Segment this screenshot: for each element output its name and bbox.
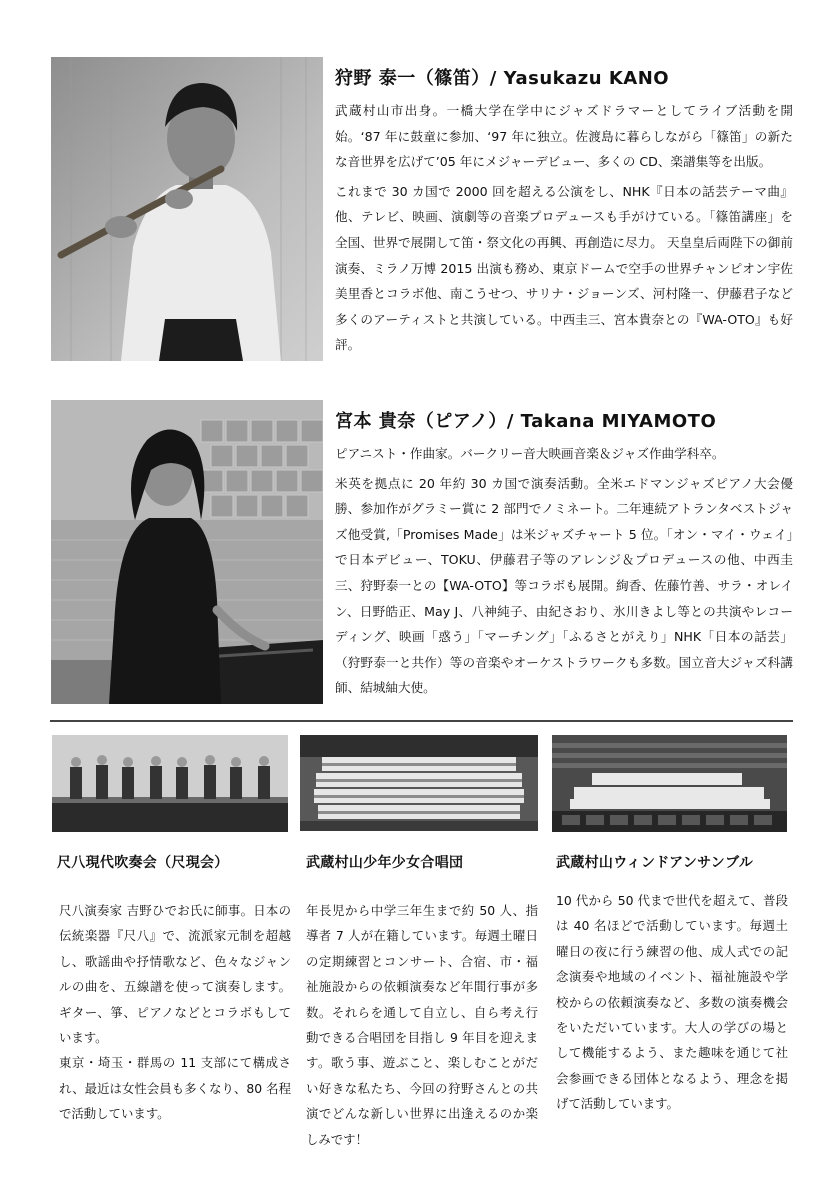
miyamoto-bio-paragraph: 米英を拠点に 20 年約 30 カ国で演奏活動。全米エドマンジャズピアノ大会優勝、参加作がグラミー賞に 2 部門でノミネート。二年連続アトランタベストジャズ他受賞,「Promises Made」は米ジャズチャート 5 位。「オン・マイ・ウェイ」で日本デビュー、TOKU、伊藤君子等のアレンジ＆プロデュースの他、中西圭三、狩野泰一との【WA-OTO】等コラボも展開。絢香、佐藤竹善、サラ・オレイン、日野皓正、May J、八神純子、由紀さおり、氷川きよし等との共演やレコーディング、映画「惑う」「マーチング」「ふるさとがえり」NHK「日本の話芸」（狩野泰一と共作）等の音楽やオーケストラワークも多数。国立音大ジャズ科講師、結城紬大使。 bbox=[335, 475, 793, 696]
shakuhachi-ensemble-photo bbox=[52, 735, 288, 832]
kano-title: 狩野 泰一（篠笛）/ Yasukazu KANO bbox=[335, 68, 670, 89]
miyamoto-title: 宮本 貴奈（ピアノ）/ Takana MIYAMOTO bbox=[335, 411, 717, 432]
kano-flute-photo bbox=[51, 57, 323, 361]
choir-group-title: 武蔵村山少年少女合唱団 bbox=[306, 855, 464, 871]
section-divider bbox=[50, 720, 793, 722]
shakuhachi-group-title: 尺八現代吹奏会（尺現会） bbox=[57, 855, 229, 871]
shakuhachi-group-description bbox=[59, 898, 291, 1127]
miyamoto-piano-photo bbox=[51, 400, 323, 704]
kano-bio-paragraph: 武蔵村山市出身。一橋大学在学中にジャズドラマーとしてライブ活動を開始。‘87 年に鼓童に参加、‘97 年に独立。佐渡島に暮らしながら「篠笛」の新たな音世界を広げて’05 年にメジャーデビュー、多くの CD、楽譜集等を出版。 bbox=[335, 103, 793, 170]
shakuhachi-group-paragraph: 東京・埼玉・群馬の 11 支部にて構成され、最近は女性会員も多くなり、80 名程で活動しています。 bbox=[59, 1055, 291, 1122]
wind-group-description bbox=[556, 888, 788, 1117]
choir-group-paragraph: 年長児から中学三年生まで約 50 人、指導者 7 人が在籍しています。毎週土曜日の定期練習とコンサート、合宿、市・福祉施設からの依頼演奏など年間行事が多数。それらを通して自立し、自ら考え行動できる合唱団を目指し 9 年目を迎えます。歌う事、遊ぶこと、楽しむことがだい好きな私たち、今回の狩野さんとの共演でどんな新しい世界に出逢えるのか楽しみです！ bbox=[306, 903, 538, 1147]
miyamoto-bio-paragraph: ピアニスト・作曲家。バークリー音大映画音楽＆ジャズ作曲学科卒。 bbox=[335, 446, 725, 461]
childrens-choir-photo bbox=[300, 735, 538, 831]
wind-group-paragraph: 10 代から 50 代まで世代を超えて、普段は 40 名ほどで活動しています。毎週土曜日の夜に行う練習の他、成人式での記念演奏や地域のイベント、福祉施設や学校からの依頼演奏など、多数の演奏機会をいただいています。大人の学びの場として機能するよう、また趣味を通じて社会参画できる団体となるよう、理念を掲げて活動しています。 bbox=[556, 893, 788, 1112]
choir-group-description bbox=[306, 898, 538, 1152]
kano-bio-paragraph: これまで 30 カ国で 2000 回を超える公演をし、NHK『日本の話芸テーマ曲』他、テレビ、映画、演劇等の音楽プロデュースも手がけている。「篠笛講座」を全国、世界で展開して笛・祭文化の再興、再創造に尽力。 天皇皇后両陛下の御前演奏、ミラノ万博 2015 出演も務め、東京ドームで空手の世界チャンピオン宇佐美里香とコラボ他、南こうせつ、サリナ・ジョーンズ、河村隆一、伊藤君子など多くのアーティストと共演している。中西圭三、宮本貴奈との『WA-OTO』も好評。 bbox=[335, 183, 793, 353]
kano-bio bbox=[335, 98, 793, 362]
wind-ensemble-photo bbox=[552, 735, 787, 832]
shakuhachi-group-paragraph: 尺八演奏家 吉野ひでお氏に師事。日本の伝統楽器『尺八』で、流派家元制を超越し、歌謡曲や抒情歌など、色々なジャンルの曲を、五線譜を使って演奏します。ギター、箏、ピアノなどとコラボもしています。 bbox=[59, 903, 291, 1046]
miyamoto-bio bbox=[335, 441, 793, 705]
wind-group-title: 武蔵村山ウィンドアンサンブル bbox=[556, 855, 754, 871]
